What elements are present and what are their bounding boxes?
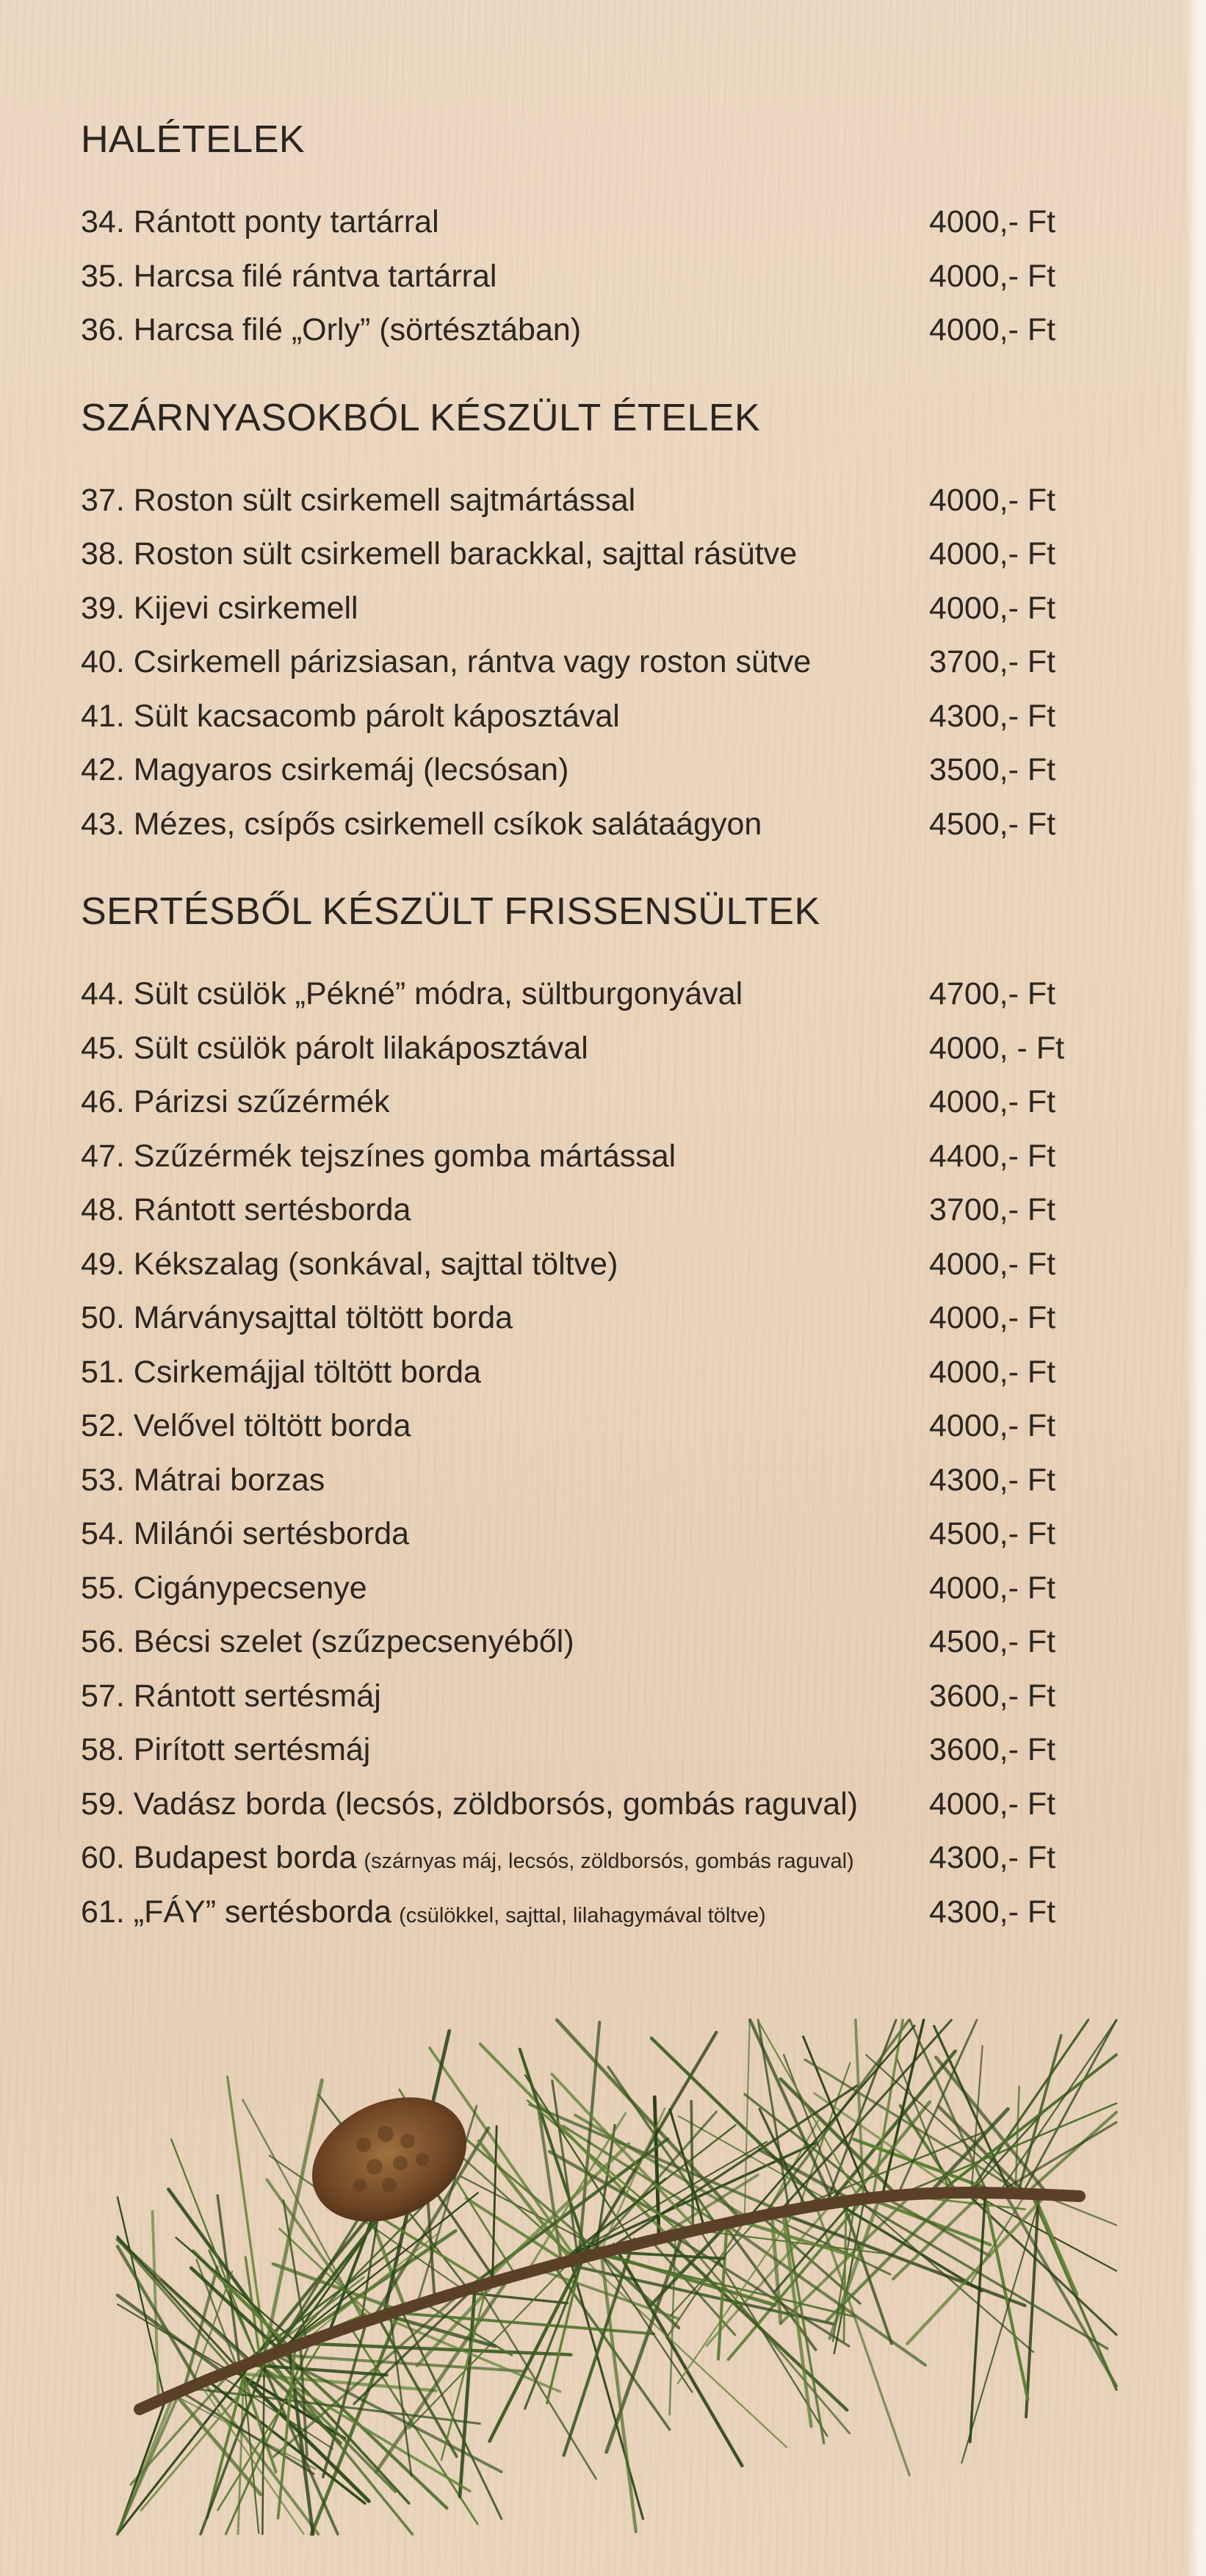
item-name: Magyaros csirkemáj (lecsósan) — [133, 752, 569, 787]
item-number: 53. — [81, 1462, 125, 1498]
item-price: 4300,- Ft — [929, 1894, 1056, 1930]
item-number: 54. — [81, 1516, 125, 1551]
pine-needle — [520, 2049, 587, 2251]
item-price: 4000,- Ft — [929, 536, 1056, 571]
item-price: 4000,- Ft — [929, 1300, 1056, 1335]
menu-item — [81, 1831, 1065, 1886]
item-note: (szárnyas máj, lecsós, zöldborsós, gombás raguval) — [364, 1850, 854, 1873]
item-number: 36. — [81, 312, 125, 347]
pine-branch-icon — [110, 2013, 1124, 2541]
menu-item — [81, 474, 1065, 528]
item-price: 3700,- Ft — [929, 1192, 1056, 1227]
item-name: Kijevi csirkemell — [133, 590, 358, 626]
pine-needle — [971, 2046, 983, 2196]
pine-needle — [896, 2057, 952, 2196]
item-number: 40. — [81, 644, 125, 679]
item-price: 4000, - Ft — [929, 1030, 1065, 1066]
menu-item — [81, 1399, 1065, 1454]
pine-needle — [176, 2237, 301, 2346]
item-number: 41. — [81, 698, 125, 734]
item-name: Csirkemájjal töltött borda — [133, 1354, 481, 1390]
item-name: Kékszalag (sonkával, sajttal töltve) — [133, 1246, 618, 1282]
item-price: 4000,- Ft — [929, 590, 1056, 626]
item-price: 4300,- Ft — [929, 1840, 1056, 1875]
menu-item — [81, 195, 1065, 250]
menu-item — [81, 582, 1065, 636]
item-price: 4000,- Ft — [929, 482, 1056, 518]
item-price: 4400,- Ft — [929, 1138, 1056, 1174]
item-number: 38. — [81, 536, 125, 571]
item-name: Párizsi szűzérmék — [133, 1084, 390, 1119]
menu-item — [81, 1562, 1065, 1616]
item-name: Rántott sertésmáj — [133, 1678, 381, 1714]
item-name: „FÁY” sertésborda — [133, 1894, 392, 1930]
pine-needle — [493, 2126, 497, 2279]
pine-needle — [970, 2196, 985, 2442]
menu-item — [81, 1454, 1065, 1508]
item-name: Rántott ponty tartárral — [133, 204, 439, 239]
menu-item — [81, 1886, 1065, 1940]
pine-needle — [118, 2239, 234, 2372]
pine-needle — [265, 2360, 395, 2492]
item-number: 57. — [81, 1678, 125, 1714]
pine-needle — [1006, 2196, 1116, 2386]
menu-item — [81, 1507, 1065, 1562]
menu-item — [81, 1183, 1065, 1238]
item-name: Sült csülök „Pékné” módra, sültburgonyával — [133, 976, 743, 1011]
item-number: 58. — [81, 1732, 125, 1767]
menu-item — [81, 798, 1065, 852]
menu-item — [81, 1291, 1065, 1346]
item-name: Vadász borda (lecsós, zöldborsós, gombás raguval) — [133, 1786, 859, 1822]
item-price: 4300,- Ft — [929, 698, 1056, 734]
item-name: Rántott sertésborda — [133, 1192, 411, 1227]
pine-needle — [828, 2051, 955, 2204]
menu-item — [81, 1670, 1065, 1724]
menu-item — [81, 1778, 1065, 1832]
menu-item — [81, 303, 1065, 358]
item-number: 51. — [81, 1354, 125, 1390]
menu-item — [81, 690, 1065, 744]
item-number: 49. — [81, 1246, 125, 1282]
section-title-sertes: SERTÉSBŐL KÉSZÜLT FRISSENSÜLTEK — [81, 890, 820, 933]
item-name: Bécsi szelet (szűzpecsenyéből) — [133, 1624, 574, 1659]
item-name: Mézes, csípős csirkemell csíkok salátaágyon — [133, 806, 762, 842]
item-price: 4000,- Ft — [929, 1408, 1056, 1443]
menu-item — [81, 635, 1065, 690]
item-price: 4500,- Ft — [929, 806, 1056, 842]
item-name: Szűzérmék tejszínes gomba mártással — [133, 1138, 676, 1174]
pine-needle — [691, 2101, 693, 2226]
item-price: 3600,- Ft — [929, 1678, 1056, 1714]
pine-needle — [308, 2344, 571, 2355]
item-name: Sült csülök párolt lilakáposztával — [133, 1030, 588, 1066]
item-name: Márványsajttal töltött borda — [133, 1300, 513, 1335]
pine-needle — [745, 2020, 750, 2216]
pine-needle — [890, 2104, 1116, 2199]
item-name: Harcsa filé rántva tartárral — [133, 258, 497, 294]
pine-needle — [262, 2360, 264, 2534]
item-price: 4500,- Ft — [929, 1516, 1056, 1551]
item-price: 4000,- Ft — [929, 1246, 1056, 1282]
pine-needle — [607, 2228, 685, 2452]
page-edge — [1185, 0, 1206, 2576]
item-price: 3600,- Ft — [929, 1732, 1056, 1767]
item-name: Harcsa filé „Orly” (sörtésztában) — [133, 312, 582, 347]
menu-item — [81, 1723, 1065, 1778]
pine-needle — [578, 2254, 787, 2447]
item-name: Roston sült csirkemell sajtmártással — [133, 482, 636, 518]
item-number: 55. — [81, 1570, 125, 1606]
item-price: 4000,- Ft — [929, 1786, 1056, 1822]
item-price: 3500,- Ft — [929, 752, 1056, 787]
menu-item — [81, 250, 1065, 304]
item-number: 47. — [81, 1138, 125, 1174]
item-number: 46. — [81, 1084, 125, 1119]
item-number: 59. — [81, 1786, 125, 1822]
menu-item — [81, 743, 1065, 798]
item-price: 3700,- Ft — [929, 644, 1056, 679]
item-price: 4000,- Ft — [929, 1354, 1056, 1390]
item-price: 4500,- Ft — [929, 1624, 1056, 1659]
menu-item — [81, 1238, 1065, 1292]
item-price: 4000,- Ft — [929, 312, 1056, 347]
section-items-sertes — [81, 967, 1065, 1939]
menu-list — [81, 110, 1065, 1939]
menu-item — [81, 1615, 1065, 1670]
item-number: 35. — [81, 258, 125, 294]
pine-needle — [118, 2394, 179, 2534]
item-price: 4700,- Ft — [929, 976, 1056, 1011]
item-number: 60. — [81, 1840, 125, 1875]
item-number: 48. — [81, 1192, 125, 1227]
item-price: 4300,- Ft — [929, 1462, 1056, 1498]
section-title-szarnyas: SZÁRNYASOKBÓL KÉSZÜLT ÉTELEK — [81, 396, 761, 439]
section-items-haletelek — [81, 195, 1065, 358]
menu-item — [81, 1130, 1065, 1184]
item-price: 4000,- Ft — [929, 258, 1056, 294]
item-number: 39. — [81, 590, 125, 626]
item-number: 43. — [81, 806, 125, 842]
item-name: Pirított sertésmáj — [133, 1732, 371, 1767]
item-number: 37. — [81, 482, 125, 518]
item-price: 4000,- Ft — [929, 204, 1056, 239]
item-price: 4000,- Ft — [929, 1570, 1056, 1606]
menu-item — [81, 527, 1065, 582]
menu-item — [81, 1022, 1065, 1076]
item-note: (csülökkel, sajttal, lilahagymával töltve) — [399, 1903, 766, 1927]
item-number: 42. — [81, 752, 125, 787]
item-name: Cigánypecsenye — [133, 1570, 367, 1606]
section-title-haletelek: HALÉTELEK — [81, 118, 306, 161]
item-number: 61. — [81, 1894, 125, 1930]
item-number: 45. — [81, 1030, 125, 1066]
item-number: 34. — [81, 204, 125, 239]
item-name: Csirkemell párizsiasan, rántva vagy roston sütve — [133, 644, 812, 679]
item-price: 4000,- Ft — [929, 1084, 1056, 1119]
menu-item — [81, 1075, 1065, 1130]
item-name: Mátrai borzas — [133, 1462, 325, 1498]
menu-item — [81, 1346, 1065, 1400]
item-name: Budapest borda — [133, 1840, 357, 1875]
item-number: 50. — [81, 1300, 125, 1335]
item-number: 56. — [81, 1624, 125, 1659]
item-name: Roston sült csirkemell barackkal, sajttal rásütve — [133, 536, 798, 571]
item-name: Milánói sertésborda — [133, 1516, 410, 1551]
menu-item — [81, 967, 1065, 1022]
section-items-szarnyas — [81, 474, 1065, 852]
item-number: 44. — [81, 976, 125, 1011]
item-number: 52. — [81, 1408, 125, 1443]
item-name: Velővel töltött borda — [133, 1408, 411, 1443]
item-name: Sült kacsacomb párolt káposztával — [133, 698, 620, 734]
